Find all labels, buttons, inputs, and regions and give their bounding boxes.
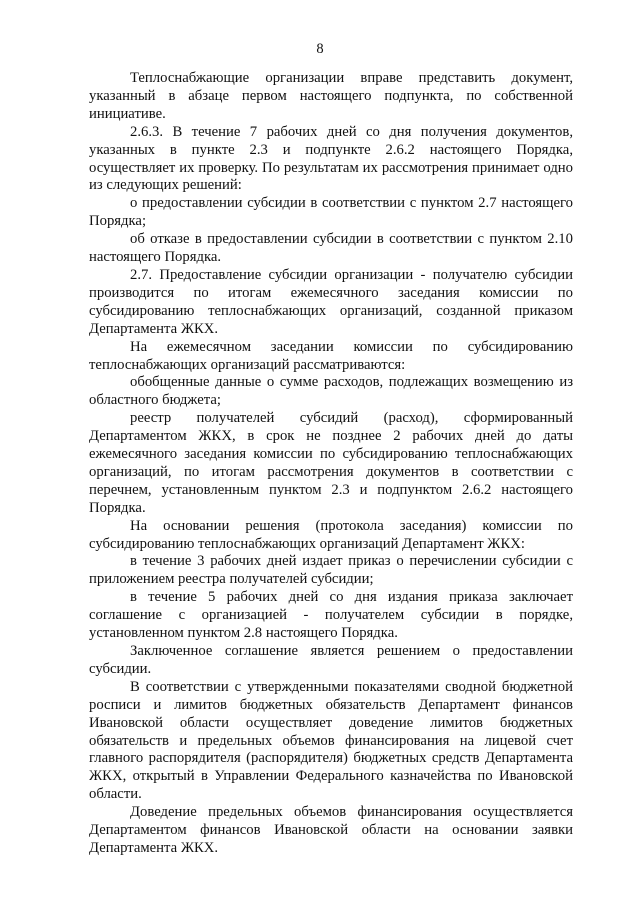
paragraph: в течение 5 рабочих дней со дня издания приказа заключает соглашение с организацией - получателем субсидии в порядке, установленном пунктом 2.8 настоящего Порядка. bbox=[89, 589, 573, 642]
paragraph: Теплоснабжающие организации вправе представить документ, указанный в абзаце первом настоящего подпункта, по собственной инициативе. bbox=[89, 70, 573, 122]
paragraph: обобщенные данные о сумме расходов, подлежащих возмещению из областного бюджета; bbox=[89, 374, 573, 409]
paragraph: Заключенное соглашение является решением о предоставлении субсидии. bbox=[89, 643, 573, 677]
paragraph: об отказе в предоставлении субсидии в соответствии с пунктом 2.10 настоящего Порядка. bbox=[89, 231, 573, 266]
paragraph: о предоставлении субсидии в соответствии с пунктом 2.7 настоящего Порядка; bbox=[89, 195, 573, 230]
paragraph: Доведение предельных объемов финансирования осуществляется Департаментом финансов Ивановской области на основании заявки Департамента ЖКХ. bbox=[89, 804, 573, 856]
paragraph: На ежемесячном заседании комиссии по субсидированию теплоснабжающих организаций рассматриваются: bbox=[89, 338, 573, 373]
paragraph: На основании решения (протокола заседания) комиссии по субсидированию теплоснабжающих организаций Департамент ЖКХ: bbox=[89, 517, 573, 552]
paragraph: реестр получателей субсидий (расход), сформированный Департаментом ЖКХ, в срок не позднее 2 рабочих дней до даты ежемесячного заседания комиссии по субсидированию теплоснабжающих организаций, по итогам рассмотрения документов в соответствии с перечнем, установленным пунктом 2.3 и подпунктом 2.6.2 настоящего Порядка. bbox=[89, 410, 573, 516]
paragraph: в течение 3 рабочих дней издает приказ о перечислении субсидии с приложением реестра получателей субсидии; bbox=[89, 553, 573, 588]
document-body bbox=[89, 70, 573, 858]
paragraph: 2.7. Предоставление субсидии организации - получателю субсидии производится по итогам ежемесячного заседания комиссии по субсидированию теплоснабжающих организаций, созданной приказом Департамента ЖКХ. bbox=[89, 266, 573, 337]
page-number: 8 bbox=[316, 41, 324, 57]
paragraph: 2.6.3. В течение 7 рабочих дней со дня получения документов, указанных в пункте 2.3 и подпункте 2.6.2 настоящего Порядка, осуществляет их проверку. По результатам их рассмотрения принимает одно из следующих решений: bbox=[89, 123, 573, 194]
paragraph: В соответствии с утвержденными показателями сводной бюджетной росписи и лимитов бюджетных обязательств Департамент финансов Ивановской области осуществляет доведение лимитов бюджетных обязательств и предельных объемов финансирования на лицевой счет главного распорядителя (распорядителя) бюджетных средств Департамента ЖКХ, открытый в Управлении Федерального казначейства по Ивановской области. bbox=[89, 678, 573, 803]
